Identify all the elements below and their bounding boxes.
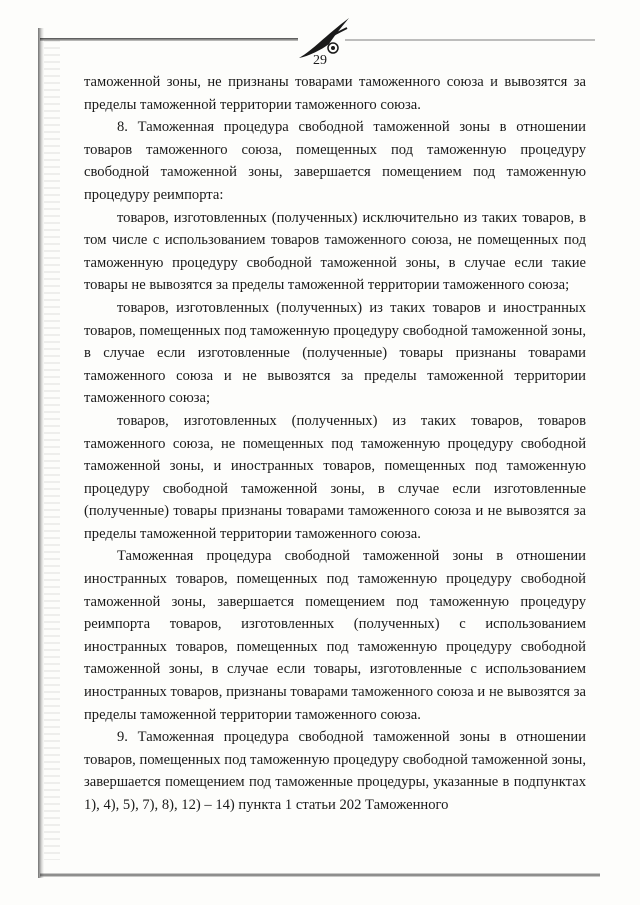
paragraph-item-8: 8. Таможенная процедура свободной таможенной зоны в отношении товаров таможенного союза, помещенных под таможенную процедуру свободной таможенной зоны, завершается помещением под таможенную процедуру реимпорта: xyxy=(84,119,586,203)
paragraph-foreign-goods: Таможенная процедура свободной таможенной зоны в отношении иностранных товаров, помещенных под таможенную процедуру свободной таможенной зоны, завершается помещением под таможенную процедуру реимпорта товаров, изготовленных (полученных) с использованием иностранных товаров, помещенных под таможенную процедуру свободной таможенной зоны, в случае если товары, изготовленные с использованием иностранных товаров, признаны товарами таможенного союза и не вывозятся за пределы таможенной территории таможенного союза. xyxy=(84,548,586,723)
scan-edge-bottom xyxy=(40,873,600,877)
document-body xyxy=(84,71,586,817)
page-number: 29 xyxy=(313,53,327,68)
paragraph-continuation: таможенной зоны, не признаны товарами таможенного союза и вывозятся за пределы таможенной территории таможенного союза. xyxy=(84,74,586,113)
scan-noise-left xyxy=(44,40,60,860)
scan-edge-top xyxy=(40,38,298,41)
paragraph-reimport-case-2: товаров, изготовленных (полученных) из таких товаров и иностранных товаров, помещенных под таможенную процедуру свободной таможенной зоны, в случае если изготовленные (полученные) товары признаны товарами таможенного союза и не вывозятся за пределы таможенной территории таможенного союза; xyxy=(84,299,586,407)
paragraph-reimport-case-1: товаров, изготовленных (полученных) исключительно из таких товаров, в том числе с использованием товаров таможенного союза, не помещенных под таможенную процедуру свободной таможенной зоны, в случае если такие товары не вывозятся за пределы таможенной территории таможенного союза; xyxy=(84,209,586,294)
scan-edge-top-right xyxy=(345,39,595,41)
paragraph-reimport-case-3: товаров, изготовленных (полученных) из таких товаров, товаров таможенного союза, не помещенных под таможенную процедуру свободной таможенной зоны, и иностранных товаров, помещенных под таможенную процедуру свободной таможенной зоны, в случае если изготовленные (полученные) товары признаны товарами таможенного союза и не вывозятся за пределы таможенной территории таможенного союза. xyxy=(84,412,586,542)
paragraph-item-9: 9. Таможенная процедура свободной таможенной зоны в отношении товаров, помещенных под таможенную процедуру свободной таможенной зоны, завершается помещением под таможенные процедуры, указанные в подпунктах 1), 4), 5), 7), 8), 12) – 14) пункта 1 статьи 202 Таможенного xyxy=(84,729,586,813)
